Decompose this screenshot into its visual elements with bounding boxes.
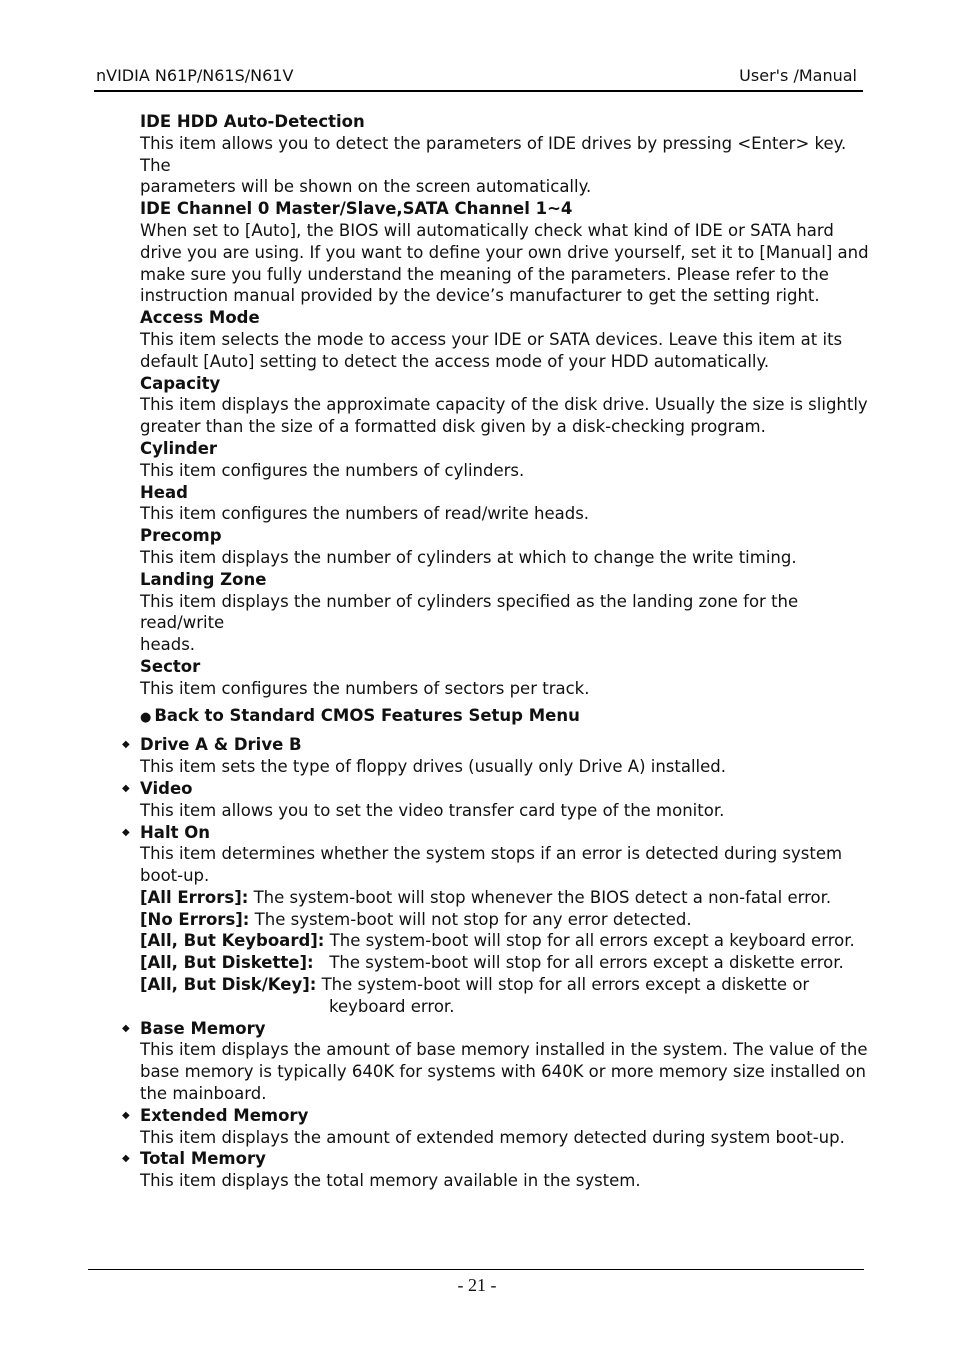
section-head xyxy=(140,482,870,526)
section-ide-channel xyxy=(140,198,870,307)
option-desc-continuation: keyboard error. xyxy=(329,996,455,1016)
bullet-title: Drive A & Drive B xyxy=(140,735,302,755)
diamond-bullet-icon: ◆ xyxy=(122,1109,130,1121)
bullet-text: This item displays the amount of extended memory detected during system boot-up. xyxy=(140,1127,845,1147)
section-text: This item allows you to detect the parameters of IDE drives by pressing <Enter> key. The xyxy=(140,133,847,175)
diamond-bullet-icon: ◆ xyxy=(122,739,130,751)
section-title: Access Mode xyxy=(140,308,260,328)
page-number: - 21 - xyxy=(457,1275,497,1295)
header-product: nVIDIA N61P/N61S/N61V xyxy=(96,66,294,85)
bullet-halt-on xyxy=(122,822,870,1018)
bullet-text: This item sets the type of floppy drives (usually only Drive A) installed. xyxy=(140,757,727,777)
section-text: heads. xyxy=(140,635,196,655)
section-access-mode xyxy=(140,307,870,372)
section-text: parameters will be shown on the screen automatically. xyxy=(140,177,592,197)
section-capacity xyxy=(140,373,870,438)
bullet-total-memory xyxy=(122,1148,870,1192)
section-text: When set to [Auto], the BIOS will automatically check what kind of IDE or SATA hard xyxy=(140,220,834,240)
section-text: default [Auto] setting to detect the access mode of your HDD automatically. xyxy=(140,351,770,371)
halt-option-all-but-keyboard xyxy=(140,930,870,952)
section-title: Sector xyxy=(140,656,201,676)
halt-option-all-but-disk-key xyxy=(140,974,870,996)
halt-option-all-errors xyxy=(140,887,870,909)
diamond-bullet-icon: ◆ xyxy=(122,1022,130,1034)
bullet-title: Extended Memory xyxy=(140,1105,309,1125)
section-cylinder xyxy=(140,438,870,482)
bullet-title: Total Memory xyxy=(140,1149,266,1169)
option-key: [All Errors]: xyxy=(140,887,249,907)
option-key: [All, But Keyboard]: xyxy=(140,931,325,951)
round-bullet-icon: ● xyxy=(140,709,152,725)
section-text: instruction manual provided by the device’s manufacturer to get the setting right. xyxy=(140,286,820,306)
bullet-text: base memory is typically 640K for systems with 640K or more memory size installed on xyxy=(140,1062,866,1082)
bullet-extended-memory xyxy=(122,1105,870,1149)
section-title: Cylinder xyxy=(140,438,218,458)
diamond-bullet-icon: ◆ xyxy=(122,826,130,838)
halt-option-no-errors xyxy=(140,909,870,931)
section-ide-hdd-auto-detection xyxy=(140,111,870,198)
bullet-text: This item allows you to set the video transfer card type of the monitor. xyxy=(140,800,725,820)
section-title: Capacity xyxy=(140,373,221,393)
option-desc: The system-boot will stop whenever the BIOS detect a non-fatal error. xyxy=(248,887,832,907)
section-title: Precomp xyxy=(140,526,222,546)
bullet-drive-a-b xyxy=(122,734,870,778)
bullet-base-memory xyxy=(122,1018,870,1105)
bullet-text: the mainboard. xyxy=(140,1084,267,1104)
back-to-standard-cmos-link xyxy=(140,705,870,729)
section-title: IDE Channel 0 Master/Slave,SATA Channel 1~4 xyxy=(140,199,573,219)
option-key: [All, But Disk/Key]: xyxy=(140,975,317,995)
back-link-label: Back to Standard CMOS Features Setup Menu xyxy=(154,705,580,725)
section-landing-zone xyxy=(140,569,870,656)
section-text: greater than the size of a formatted disk given by a disk-checking program. xyxy=(140,417,766,437)
option-desc: The system-boot will stop for all errors except a diskette error. xyxy=(313,953,844,973)
section-title: Landing Zone xyxy=(140,569,267,589)
section-title: Head xyxy=(140,482,188,502)
bullet-title: Halt On xyxy=(140,822,211,842)
section-title: IDE HDD Auto-Detection xyxy=(140,112,365,131)
section-text: This item configures the numbers of read/write heads. xyxy=(140,504,590,524)
section-text: This item configures the numbers of cylinders. xyxy=(140,460,525,480)
diamond-bullet-icon: ◆ xyxy=(122,1153,130,1165)
section-text: This item configures the numbers of sectors per track. xyxy=(140,678,590,698)
section-text: This item displays the number of cylinders at which to change the write timing. xyxy=(140,547,797,567)
header-rule xyxy=(94,90,863,92)
page-content xyxy=(122,111,870,1192)
halt-option-all-but-diskette xyxy=(140,952,870,974)
bullet-text: This item displays the amount of base memory installed in the system. The value of the xyxy=(140,1040,868,1060)
page-header xyxy=(94,66,863,88)
section-text: This item selects the mode to access your IDE or SATA devices. Leave this item at its xyxy=(140,329,843,349)
option-desc: The system-boot will stop for all errors except a diskette or xyxy=(316,975,810,995)
section-sector xyxy=(140,656,870,700)
section-precomp xyxy=(140,525,870,569)
bullet-text: This item displays the total memory available in the system. xyxy=(140,1171,641,1191)
bullet-text: This item determines whether the system stops if an error is detected during system xyxy=(140,844,843,864)
option-desc: The system-boot will stop for all errors except a keyboard error. xyxy=(324,931,855,951)
diamond-bullet-icon: ◆ xyxy=(122,782,130,794)
footer-rule xyxy=(88,1269,864,1270)
option-desc: The system-boot will not stop for any error detected. xyxy=(249,909,692,929)
section-text: make sure you fully understand the meaning of the parameters. Please refer to the xyxy=(140,264,829,284)
bullet-text: boot-up. xyxy=(140,866,210,886)
option-key: [All, But Diskette]: xyxy=(140,953,314,973)
header-manual: User's /Manual xyxy=(739,66,857,85)
bullet-title: Video xyxy=(140,778,193,798)
section-text: drive you are using. If you want to define your own drive yourself, set it to [Manual] and xyxy=(140,242,869,262)
section-text: This item displays the approximate capacity of the disk drive. Usually the size is slightly xyxy=(140,395,868,415)
bullet-title: Base Memory xyxy=(140,1018,266,1038)
section-text: This item displays the number of cylinders specified as the landing zone for the read/write xyxy=(140,591,799,633)
option-key: [No Errors]: xyxy=(140,909,250,929)
bullet-video xyxy=(122,778,870,822)
